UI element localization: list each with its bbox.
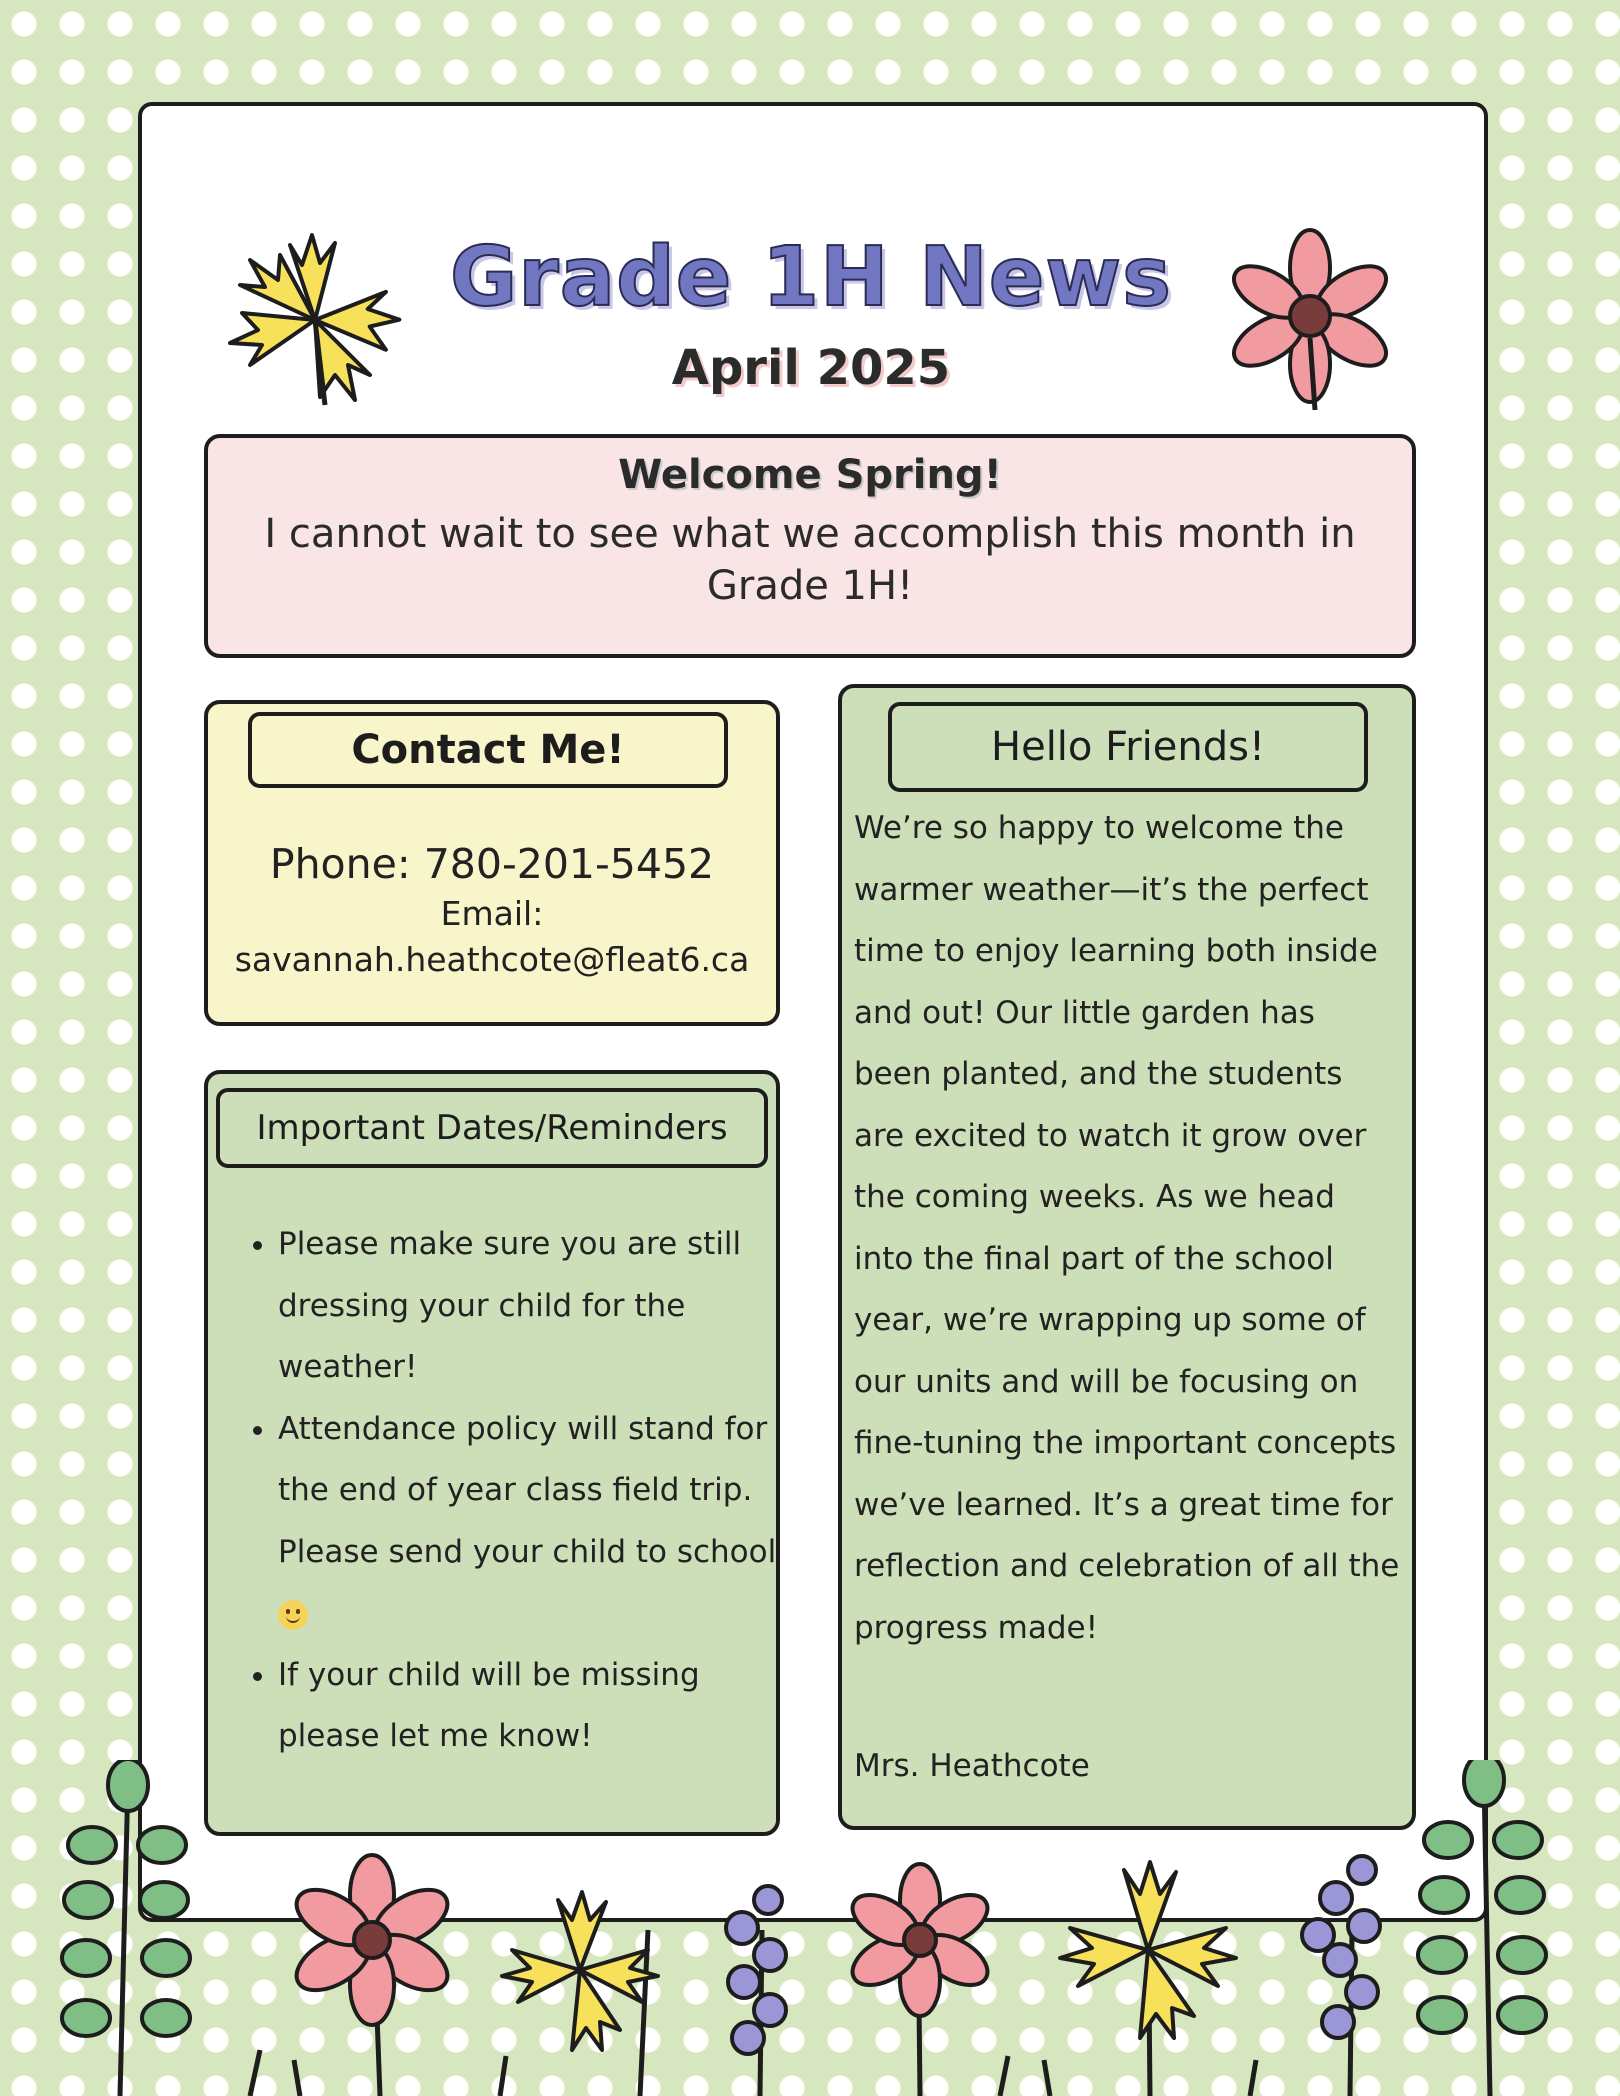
friends-section <box>838 684 1416 1830</box>
contact-email-label: Email: <box>440 894 544 933</box>
friends-message: We’re so happy to welcome the warmer weather—it’s the perfect time to enjoy learning both inside and out! Our little garden has been planted, and the students are excited to watch it grow over the coming weeks. As we head into the final part of the school year, we’re wrapping up some of our units and will be focusing on fine-tuning the important concepts we’ve learned. It’s a great time for reflection and celebration of all the progress made! <box>854 810 1400 1646</box>
signature: Mrs. Heathcote <box>854 1748 1090 1784</box>
list-item: • If your child will be missing please let me know! <box>278 1645 788 1768</box>
garden-decoration <box>0 1760 1620 2096</box>
friends-heading: Hello Friends! <box>888 702 1368 792</box>
welcome-text: I cannot wait to see what we accomplish this month in Grade 1H! <box>264 511 1356 609</box>
contact-heading: Contact Me! <box>248 712 728 788</box>
reminders-heading: Important Dates/Reminders <box>216 1088 768 1168</box>
smiley-face-icon <box>278 1600 308 1630</box>
newsletter-title: Grade 1H News <box>450 230 1172 325</box>
reminders-section <box>204 1070 780 1836</box>
welcome-section <box>204 434 1416 658</box>
contact-email[interactable]: savannah.heathcote@fleat6.ca <box>234 940 750 979</box>
list-item: • Attendance policy will stand for the end of year class field trip. Please send your child to school <box>278 1399 788 1645</box>
list-item: • Please make sure you are still dressing your child for the weather! <box>278 1214 788 1399</box>
contact-phone: Phone: 780-201-5452 <box>269 840 715 888</box>
welcome-heading: Welcome Spring! <box>618 452 1002 498</box>
newsletter-date: April 2025 <box>671 340 951 396</box>
contact-section <box>204 700 780 1026</box>
reminders-list <box>242 1214 788 1768</box>
